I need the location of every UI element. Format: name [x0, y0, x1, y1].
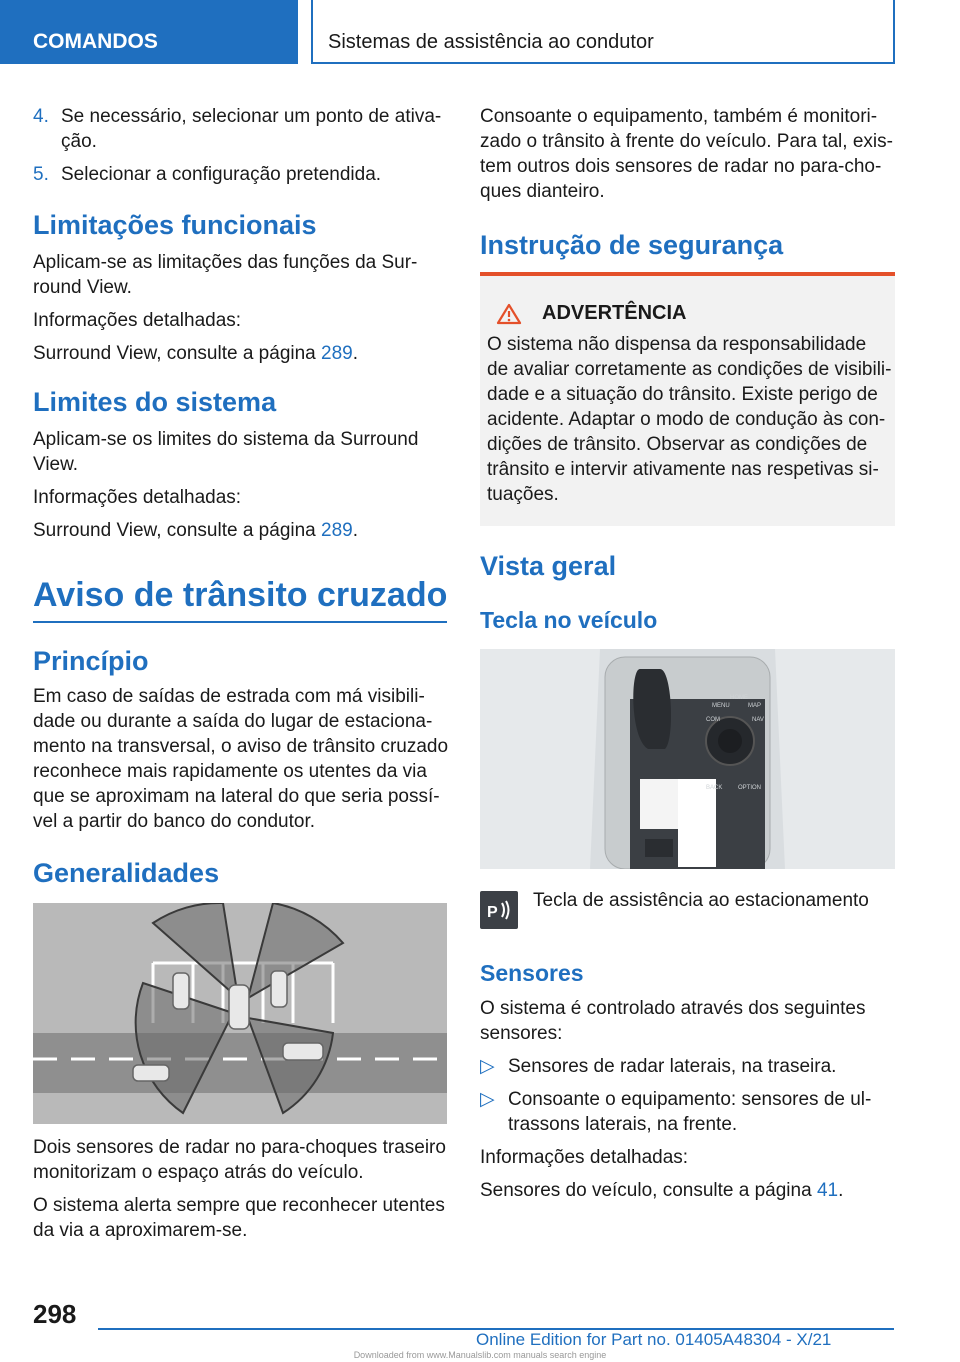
svg-text:BACK: BACK: [706, 785, 723, 791]
svg-text:COM: COM: [706, 717, 720, 723]
intro-text: Consoante o equipamento, também é monitori- zado o trânsito à frente do veículo. Para tal, exis- tem outros dois sensores de radar no para-cho- ques dianteiro.: [480, 106, 893, 202]
warning-title: ADVERTÊNCIA: [542, 302, 687, 324]
warning-icon: [496, 303, 522, 325]
bullet-icon: ▷: [480, 1089, 495, 1110]
svg-text:HOME: HOME: [730, 695, 748, 701]
bullet-icon: ▷: [480, 1056, 495, 1077]
heading-principio: Princípio: [33, 646, 149, 676]
step-5: 5. Selecionar a configuração pretendida.: [33, 164, 382, 185]
heading-vista-geral: Vista geral: [480, 551, 617, 581]
svg-text:OPTION: OPTION: [738, 785, 762, 791]
ego-car: [229, 985, 249, 1029]
principio-body: Em caso de saídas de estrada com má visibili- dade ou durante a saída do lugar de estaciona- mento na transversal, o aviso de trânsito cruzado reconhece mais rapidamente os utentes da via que se aproximam na lateral do que seria possí- vel a partir do banco do condutor.: [33, 686, 449, 832]
heading-tecla: Tecla no veículo: [480, 607, 658, 633]
warning-text: O sistema não dispensa da responsabilidade de avaliar corretamente as condições de visibili- dade e a situação do trânsito. Existe perigo de acidente. Adaptar o modo de condução às con- dições de trânsito. Observar as condições de trânsito e intervir ativamente nas respetivas si- tuações.: [487, 334, 892, 505]
parking-assist-button-icon[interactable]: [480, 891, 518, 929]
heading-sensores: Sensores: [480, 960, 584, 986]
limitacoes-body: Aplicam-se as limitações das funções da Sur- round View. Informações detalhadas: Surround View, consulte a página 289.: [33, 252, 418, 364]
svg-text:MAP: MAP: [748, 703, 762, 709]
heading-limites: Limites do sistema: [33, 387, 277, 417]
warning-box: [480, 272, 895, 526]
generalidades-body: Dois sensores de radar no para-choques traseiro monitorizam o espaço atrás do veículo. O sistema alerta sempre que reconhecer utentes da via a aproximarem-se.: [33, 1137, 446, 1241]
limites-body: Aplicam-se os limites do sistema da Surround View. Informações detalhadas: Surround View, consulte a página 289.: [33, 429, 419, 541]
heading-seguranca: Instrução de segurança: [480, 230, 784, 260]
steps-list: 4. Se necessário, selecionar um ponto de ativa- ção. 5. Selecionar a configuração pretendida.: [33, 104, 453, 187]
page-link-289[interactable]: 289: [321, 520, 353, 541]
page-link-41[interactable]: 41: [816, 1180, 839, 1201]
list-item: ▷ Sensores de radar laterais, na traseira.: [480, 1056, 837, 1077]
edition-text: Online Edition for Part no. 01405A48304 - X/21: [476, 1330, 832, 1349]
step-4: 4. Se necessário, selecionar um ponto de ativa-: [33, 106, 442, 127]
heading-generalidades: Generalidades: [33, 858, 220, 888]
title-rule: [33, 621, 447, 623]
button-caption: Tecla de assistência ao estacionamento: [533, 890, 869, 911]
heading-limitacoes: Limitações funcionais: [33, 210, 317, 240]
chapter-title: Sistemas de assistência ao condutor: [311, 0, 895, 64]
svg-text:MENU: MENU: [712, 703, 730, 709]
page-title: Aviso de trânsito cruzado: [33, 576, 448, 614]
svg-text:NAV: NAV: [752, 717, 764, 723]
center-console-photo: [480, 649, 895, 869]
cross-traffic-illustration: [33, 903, 447, 1124]
page-number: 298: [33, 1299, 77, 1329]
watermark: Downloaded from www.Manualslib.com manuals search engine: [353, 1350, 607, 1360]
list-item: ▷ Consoante o equipamento: sensores de ul-: [480, 1089, 872, 1110]
svg-text:P: P: [487, 904, 498, 921]
page-link-289[interactable]: 289: [321, 343, 353, 364]
section-tab[interactable]: COMANDOS: [0, 0, 298, 64]
sensores-body: O sistema é controlado através dos seguintes sensores: ▷ Sensores de radar laterais, na traseira. ▷ Consoante o equipamento: sensores de ul- trassons laterais, na frente. Informações detalhadas: Sensores do veículo, consulte a página 41.: [480, 996, 900, 1203]
